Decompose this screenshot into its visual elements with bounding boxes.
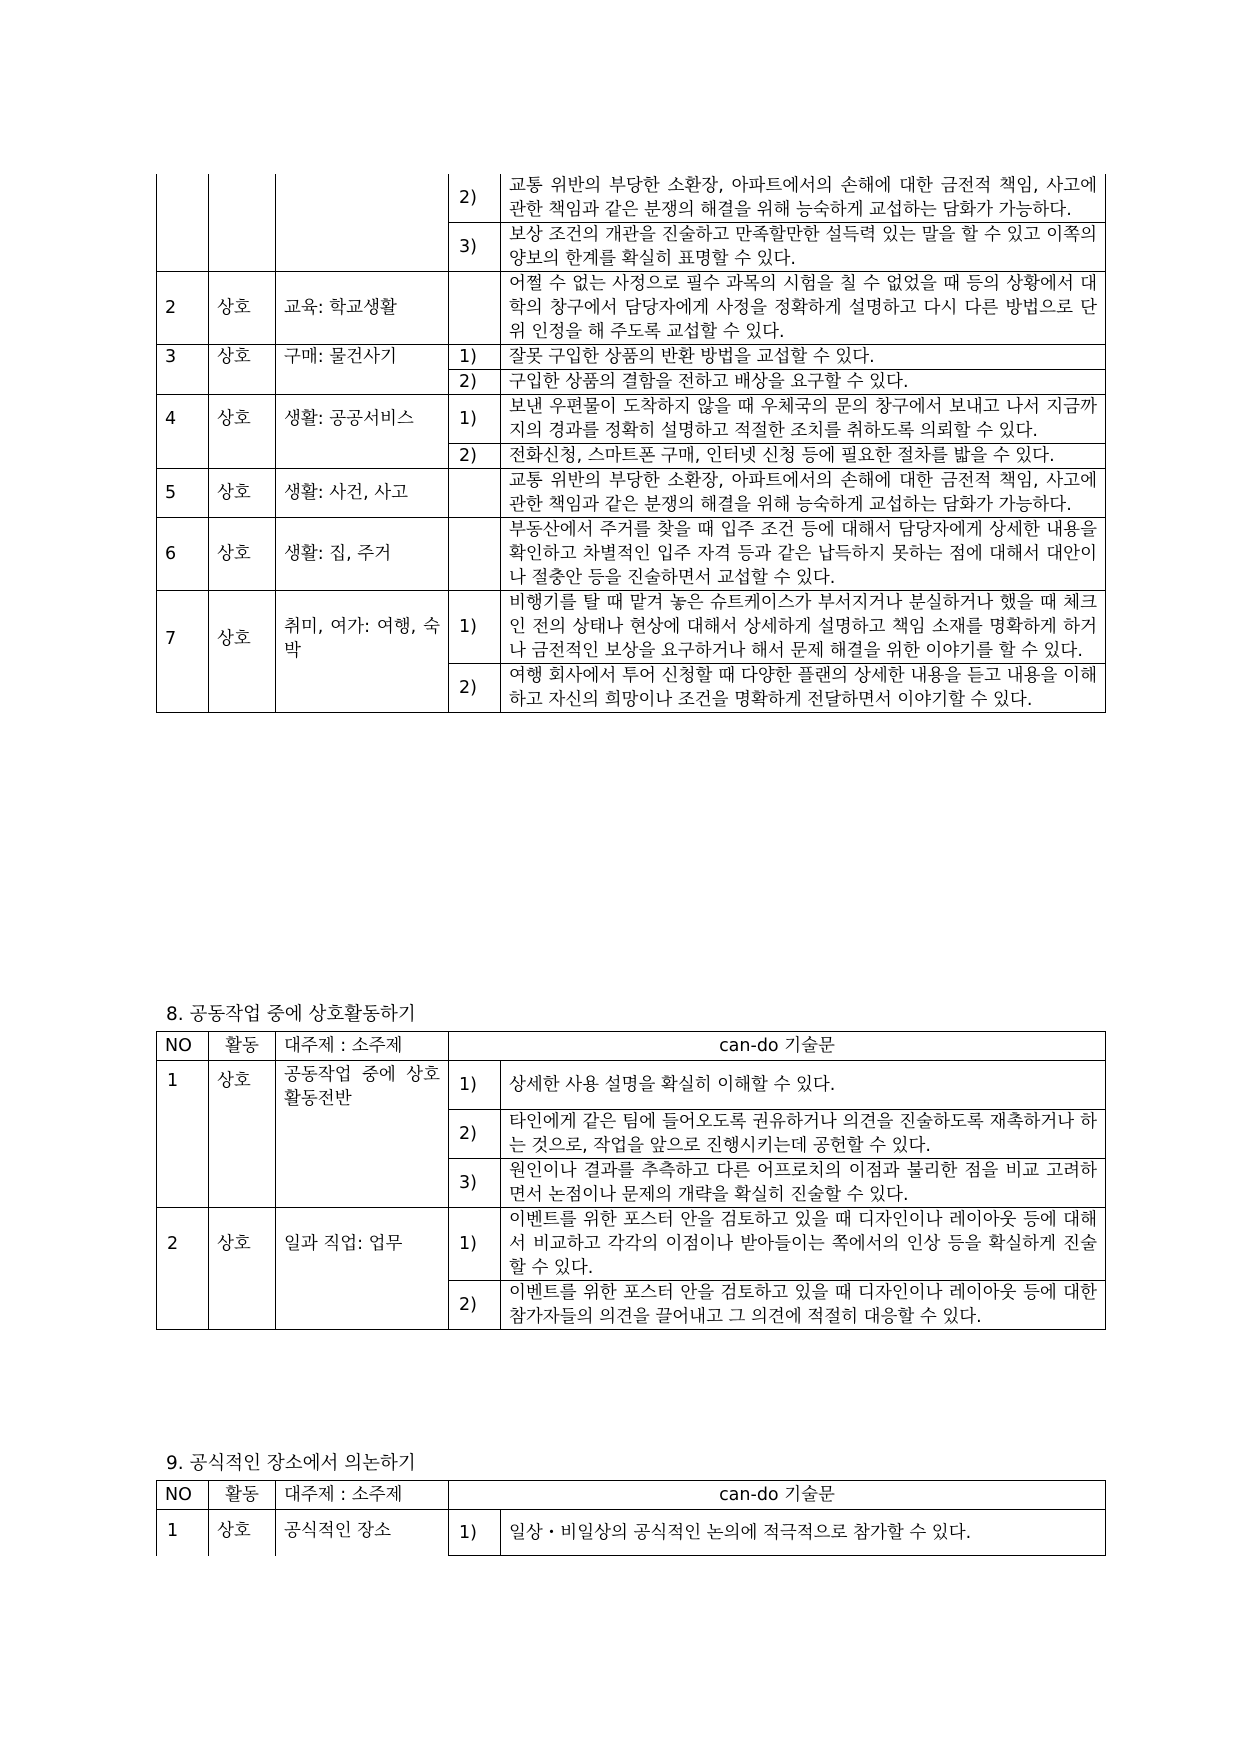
header-topic: 대주제 : 소주제 xyxy=(276,1481,449,1510)
activity-cell: 상호 xyxy=(209,518,276,591)
table-row xyxy=(157,518,1106,591)
cando-statement: 구입한 상품의 결함을 전하고 배상을 요구할 수 있다. xyxy=(501,370,1106,395)
item-number: 1) xyxy=(449,1061,501,1110)
table-row xyxy=(157,272,1106,345)
item-number: 2) xyxy=(449,1281,501,1330)
table-row xyxy=(157,395,1106,444)
header-no: NO xyxy=(157,1032,209,1061)
cando-statement: 교통 위반의 부당한 소환장, 아파트에서의 손해에 대한 금전적 책임, 사고에 관한 책임과 같은 분쟁의 해결을 위해 능숙하게 교섭하는 담화가 가능하다. xyxy=(501,469,1106,518)
section-9-title: 9. 공식적인 장소에서 의논하기 xyxy=(166,1453,416,1474)
item-number: 2) xyxy=(449,370,501,395)
item-number: 1) xyxy=(449,395,501,444)
cando-statement: 일상・비일상의 공식적인 논의에 적극적으로 참가할 수 있다. xyxy=(501,1510,1106,1556)
header-activity: 활동 xyxy=(209,1032,276,1061)
activity-cell: 상호 xyxy=(209,591,276,713)
activity-cell: 상호 xyxy=(209,345,276,395)
activity-cell: 상호 xyxy=(209,1208,276,1330)
section9-table xyxy=(156,1480,1106,1556)
table-row xyxy=(157,345,1106,370)
table-header-row xyxy=(157,1032,1106,1061)
row-number: 4 xyxy=(157,395,209,469)
cando-statement: 여행 회사에서 투어 신청할 때 다양한 플랜의 상세한 내용을 듣고 내용을 이해하고 자신의 희망이나 조건을 명확하게 전달하면서 이야기할 수 있다. xyxy=(501,664,1106,713)
topic-cell: 생활: 사건, 사고 xyxy=(276,469,449,518)
header-cando: can-do 기술문 xyxy=(449,1032,1106,1061)
cando-statement: 원인이나 결과를 추측하고 다른 어프로치의 이점과 불리한 점을 비교 고려하면서 논점이나 문제의 개략을 확실히 진술할 수 있다. xyxy=(501,1159,1106,1208)
item-number: 2) xyxy=(449,1110,501,1159)
table-header-row xyxy=(157,1481,1106,1510)
cando-statement: 이벤트를 위한 포스터 안을 검토하고 있을 때 디자인이나 레이아웃 등에 대한 참가자들의 의견을 끌어내고 그 의견에 적절히 대응할 수 있다. xyxy=(501,1281,1106,1330)
topic-cell: 공식적인 장소 xyxy=(276,1510,449,1556)
cando-statement: 전화신청, 스마트폰 구매, 인터넷 신청 등에 필요한 절차를 밟을 수 있다. xyxy=(501,444,1106,469)
header-cando: can-do 기술문 xyxy=(449,1481,1106,1510)
topic-cell: 생활: 공공서비스 xyxy=(276,395,449,469)
item-number: 2) xyxy=(449,664,501,713)
header-no: NO xyxy=(157,1481,209,1510)
section8-table xyxy=(156,1031,1106,1330)
topic-cell: 취미, 여가: 여행, 숙박 xyxy=(276,591,449,713)
item-number: 3) xyxy=(449,1159,501,1208)
topic-cell xyxy=(276,174,449,272)
item-number: 2) xyxy=(449,444,501,469)
topic-cell: 공동작업 중에 상호활동전반 xyxy=(276,1061,449,1208)
activity-cell: 상호 xyxy=(209,1061,276,1208)
table-row xyxy=(157,1510,1106,1556)
cando-statement: 상세한 사용 설명을 확실히 이해할 수 있다. xyxy=(501,1061,1106,1110)
topic-cell: 교육: 학교생활 xyxy=(276,272,449,345)
table-row xyxy=(157,1061,1106,1110)
header-activity: 활동 xyxy=(209,1481,276,1510)
row-number: 7 xyxy=(157,591,209,713)
table-row xyxy=(157,1208,1106,1281)
cando-statement: 비행기를 탈 때 맡겨 놓은 슈트케이스가 부서지거나 분실하거나 했을 때 체크인 전의 상태나 현상에 대해서 상세하게 설명하고 책임 소재를 명확하게 하거나 금전적인 보상을 요구하거나 해서 문제 해결을 위한 이야기를 할 수 있다. xyxy=(501,591,1106,664)
topic-cell: 구매: 물건사기 xyxy=(276,345,449,395)
item-number xyxy=(449,518,501,591)
cando-statement: 어쩔 수 없는 사정으로 필수 과목의 시험을 칠 수 없었을 때 등의 상황에서 대학의 창구에서 담당자에게 사정을 정확하게 설명하고 다시 다른 방법으로 단위 인정을 해 주도록 교섭할 수 있다. xyxy=(501,272,1106,345)
row-number xyxy=(157,174,209,272)
section7-table-continued xyxy=(156,174,1106,713)
row-number: 1 xyxy=(157,1061,209,1208)
row-number: 2 xyxy=(157,1208,209,1330)
cando-statement: 잘못 구입한 상품의 반환 방법을 교섭할 수 있다. xyxy=(501,345,1106,370)
activity-cell xyxy=(209,174,276,272)
item-number: 1) xyxy=(449,345,501,370)
topic-cell: 생활: 집, 주거 xyxy=(276,518,449,591)
item-number: 2) xyxy=(449,174,501,223)
section-8-title: 8. 공동작업 중에 상호활동하기 xyxy=(166,1004,416,1025)
table-row xyxy=(157,591,1106,664)
item-number: 1) xyxy=(449,1510,501,1556)
header-topic: 대주제 : 소주제 xyxy=(276,1032,449,1061)
item-number: 1) xyxy=(449,1208,501,1281)
row-number: 5 xyxy=(157,469,209,518)
row-number: 1 xyxy=(157,1510,209,1556)
table-row xyxy=(157,174,1106,223)
cando-statement: 교통 위반의 부당한 소환장, 아파트에서의 손해에 대한 금전적 책임, 사고에 관한 책임과 같은 분쟁의 해결을 위해 능숙하게 교섭하는 담화가 가능하다. xyxy=(501,174,1106,223)
item-number xyxy=(449,272,501,345)
topic-cell: 일과 직업: 업무 xyxy=(276,1208,449,1330)
row-number: 6 xyxy=(157,518,209,591)
cando-statement: 이벤트를 위한 포스터 안을 검토하고 있을 때 디자인이나 레이아웃 등에 대해서 비교하고 각각의 이점이나 받아들이는 쪽에서의 인상 등을 확실하게 진술할 수 있다. xyxy=(501,1208,1106,1281)
activity-cell: 상호 xyxy=(209,469,276,518)
cando-statement: 타인에게 같은 팀에 들어오도록 권유하거나 의견을 진술하도록 재촉하거나 하는 것으로, 작업을 앞으로 진행시키는데 공헌할 수 있다. xyxy=(501,1110,1106,1159)
item-number: 3) xyxy=(449,223,501,272)
row-number: 3 xyxy=(157,345,209,395)
cando-statement: 보낸 우편물이 도착하지 않을 때 우체국의 문의 창구에서 보내고 나서 지금까지의 경과를 정확히 설명하고 적절한 조치를 취하도록 의뢰할 수 있다. xyxy=(501,395,1106,444)
activity-cell: 상호 xyxy=(209,272,276,345)
item-number: 1) xyxy=(449,591,501,664)
table-row xyxy=(157,469,1106,518)
cando-statement: 보상 조건의 개관을 진술하고 만족할만한 설득력 있는 말을 할 수 있고 이쪽의 양보의 한계를 확실히 표명할 수 있다. xyxy=(501,223,1106,272)
activity-cell: 상호 xyxy=(209,395,276,469)
row-number: 2 xyxy=(157,272,209,345)
cando-statement: 부동산에서 주거를 찾을 때 입주 조건 등에 대해서 담당자에게 상세한 내용을 확인하고 차별적인 입주 자격 등과 같은 납득하지 못하는 점에 대해서 대안이나 절충안 등을 진술하면서 교섭할 수 있다. xyxy=(501,518,1106,591)
activity-cell: 상호 xyxy=(209,1510,276,1556)
item-number xyxy=(449,469,501,518)
